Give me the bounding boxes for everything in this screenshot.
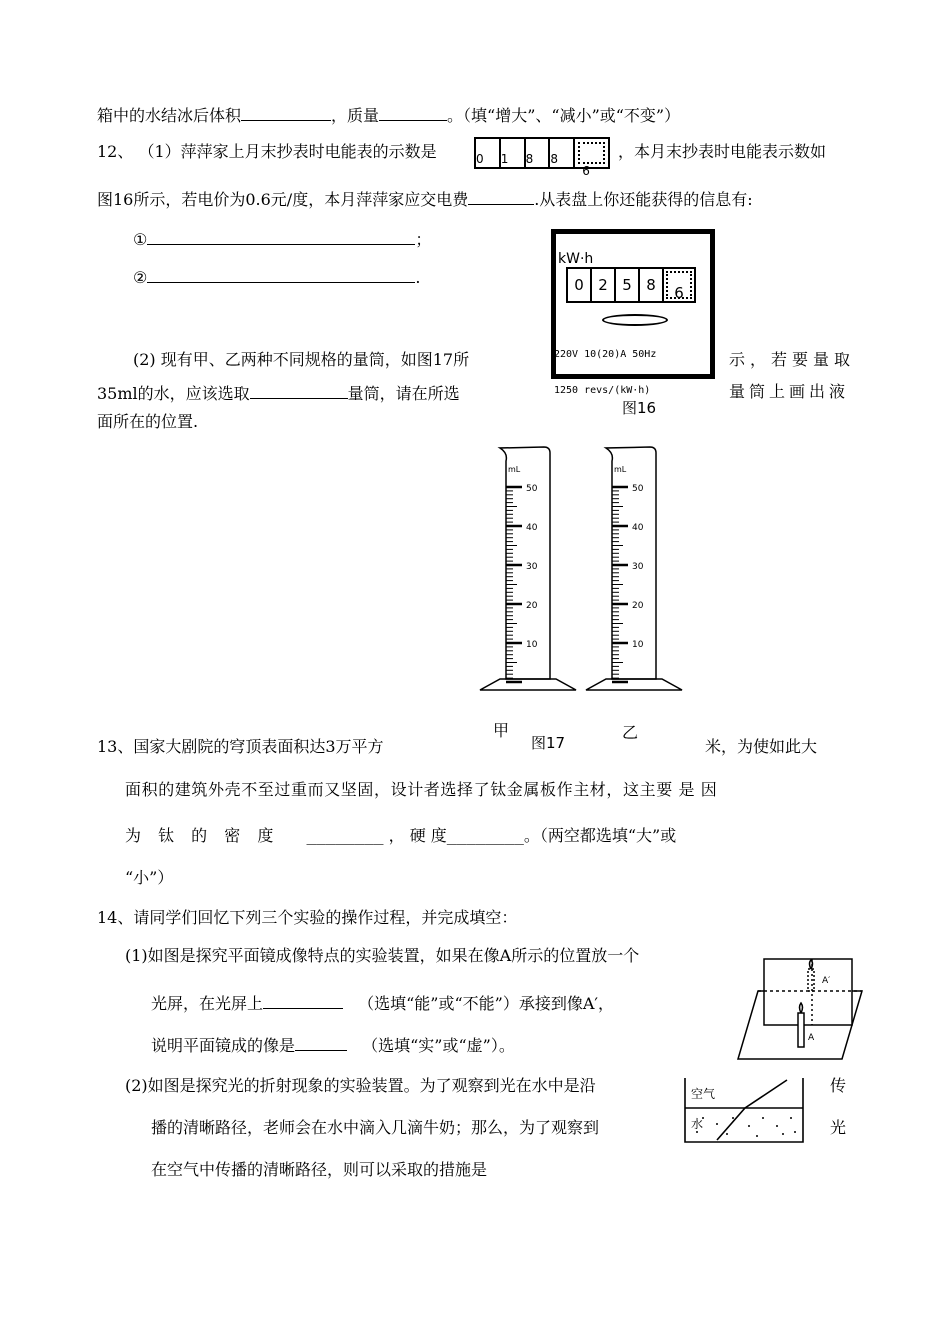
q12-number: 12、 [97, 142, 134, 161]
q12-info-item-1 [133, 228, 431, 250]
q14-part1-line2-b: （选填“能”或“不能”）承接到像A′， [358, 994, 615, 1013]
q11-mass-blank[interactable] [379, 104, 447, 121]
q14-part2-line1-a: (2)如图是探究光的折射现象的实验装置。为了观察到光在水中是沿 [125, 1076, 596, 1095]
q14-part1-line3-b: （选填“实”或“虚”）。 [362, 1036, 515, 1055]
meter-digit: 0 [568, 269, 592, 301]
q12-line2-text-a: 图16所示，若电价为0.6元/度，本月萍萍家应交电费 [97, 190, 469, 209]
q13-line3 [125, 826, 676, 846]
meter-digit-window [566, 267, 696, 303]
q12-part2-line1-a [133, 350, 469, 370]
figure-16-electric-meter [551, 229, 715, 396]
yi-tick-label: 50 [632, 484, 644, 494]
q13-line3-a: 为 钛 的 密 度 [125, 826, 280, 845]
q13-line4: “小”） [125, 868, 174, 887]
jia-tick-label: 10 [526, 640, 538, 650]
hardness-blank[interactable]: ________ [446, 826, 524, 845]
small-meter-digit: 1 [501, 139, 526, 167]
meter-digit: 2 [592, 269, 616, 301]
cylinder-yi-label: 乙 [622, 723, 639, 742]
image-type-blank[interactable] [295, 1034, 347, 1051]
q12-part2-line3: 面所在的位置. [97, 412, 199, 431]
jia-tick-label: 50 [526, 484, 538, 494]
item2-end: . [415, 268, 421, 287]
small-meter-digit: 8 [550, 139, 575, 167]
q14-part1-line3-a: 说明平面镜成的像是 [151, 1036, 296, 1055]
q12-part1-text-b: ，本月末抄表时电能表示数如 [618, 142, 827, 161]
figure-17-cylinders[interactable] [478, 443, 708, 693]
q13-line3-c: 。（两空都选填“大”或 [523, 826, 677, 845]
info-blank-1[interactable] [147, 228, 415, 245]
cylinder-choice-blank[interactable] [250, 382, 348, 399]
q12-part2-line1-b [729, 350, 856, 370]
air-label: 空气 [691, 1087, 716, 1101]
small-meter-reading [474, 137, 610, 178]
q14-intro: 14、请同学们回忆下列三个实验的操作过程，并完成填空： [97, 908, 518, 927]
q12-info-item-2 [133, 266, 420, 288]
q12-line2 [97, 188, 753, 210]
density-blank[interactable]: ________ [306, 826, 384, 845]
water-dots [696, 1117, 796, 1137]
q14-part1-line2-a: 光屏，在光屏上 [151, 994, 264, 1013]
q11-text-c: 。（填“增大”、“减小”或“不变”） [447, 106, 681, 125]
jia-tick-label: 20 [526, 601, 538, 611]
yi-tick-label: 10 [632, 640, 644, 650]
jia-tick-label: 40 [526, 523, 538, 533]
yi-tick-label: 20 [632, 601, 644, 611]
jia-tick-label: 30 [526, 562, 538, 572]
q11-line1 [97, 104, 680, 126]
object-label: A [808, 1033, 815, 1043]
figure-16-caption: 图16 [622, 399, 657, 417]
meter-rotating-disc [602, 314, 668, 326]
q14-part2-line2-a: 播的清晰路径，老师会在水中滴入几滴牛奶；那么，为了观察到 [151, 1118, 600, 1137]
q12-line2-text-b: .从表盘上你还能获得的信息有: [534, 190, 753, 209]
q12-part2-line2-a: 35ml的水，应该选取 [97, 384, 250, 403]
item1-marker: ① [133, 230, 148, 249]
info-blank-2[interactable] [147, 266, 415, 283]
item1-end: ； [415, 230, 432, 249]
q14-part1-line3 [151, 1034, 515, 1056]
q13-line3-b: ， 硬 度 [388, 826, 447, 845]
meter-decimal-value: 6 [674, 284, 684, 302]
q13-line2: 面积的建筑外壳不至过重而又坚固，设计者选择了钛金属板作主材，这主要 是 因 [125, 780, 718, 799]
q12-part2-line2-b: 量筒，请在所选 [347, 384, 460, 403]
cylinder-yi-scale [612, 487, 628, 682]
q14-part2-line2-b: 光 [830, 1118, 847, 1137]
cylinder-jia-unit: mL [508, 465, 521, 474]
q13-line1-b: 米，为使如此大 [705, 737, 818, 756]
item2-marker: ② [133, 268, 148, 287]
meter-revs-label: 1250 revs/(kW·h) [554, 385, 651, 396]
small-meter-digit: 8 [526, 139, 551, 167]
q12-fee-blank[interactable] [468, 188, 534, 205]
small-meter-decimal-value: 6 [582, 164, 590, 178]
q14-part1-line2 [151, 992, 614, 1014]
screen-blank[interactable] [263, 992, 343, 1009]
yi-tick-label: 30 [632, 562, 644, 572]
q11-volume-blank[interactable] [241, 104, 331, 121]
q12-part2-text-b: 示，若要量取 [729, 350, 856, 369]
image-label: A′ [822, 976, 831, 986]
water-label: 水 [691, 1117, 704, 1131]
candle-a [798, 1013, 804, 1047]
yi-tick-label: 40 [632, 523, 644, 533]
meter-digit: 5 [616, 269, 640, 301]
meter-digit: 8 [640, 269, 664, 301]
q12-part1-text-a: （1）萍萍家上月末抄表时电能表的示数是 [138, 142, 437, 161]
q12-part2-line2 [97, 382, 460, 404]
q12-part2-line2-c [729, 382, 849, 402]
q14-part1-line1: (1)如图是探究平面镜成像特点的实验装置，如果在像A所示的位置放一个 [125, 946, 640, 965]
q14-part2-line3: 在空气中传播的清晰路径，则可以采取的措施是 [151, 1160, 488, 1179]
cylinder-jia-scale [506, 487, 522, 682]
plane-mirror-apparatus [730, 955, 870, 1065]
small-meter-digit: 0 [476, 139, 501, 167]
q12-line1-b [618, 142, 826, 162]
q13-line1-a: 13、国家大剧院的穹顶表面积达3万平方 [97, 737, 384, 756]
light-ray [717, 1080, 787, 1140]
q12-part2-line2-c-text: 量筒上画出液 [729, 382, 850, 401]
refraction-apparatus [683, 1074, 807, 1146]
q14-part2-line1-b: 传 [830, 1076, 847, 1095]
meter-rating-label: 220V 10(20)A 50Hz [554, 349, 657, 360]
cylinder-jia-label: 甲 [493, 721, 510, 740]
figure-17-caption: 图17 [531, 734, 566, 752]
meter-unit-label: kW·h [558, 251, 594, 267]
q11-text-b: ，质量 [331, 106, 380, 125]
q12-part2-text-a: (2) 现有甲、乙两种不同规格的量筒，如图17所 [133, 350, 470, 369]
q11-text-a: 箱中的水结冰后体积 [97, 106, 242, 125]
small-meter-decimal-digit [578, 142, 605, 178]
meter-decimal-digit [666, 271, 692, 302]
q12-line1 [97, 142, 437, 162]
cylinder-yi-unit: mL [614, 465, 627, 474]
